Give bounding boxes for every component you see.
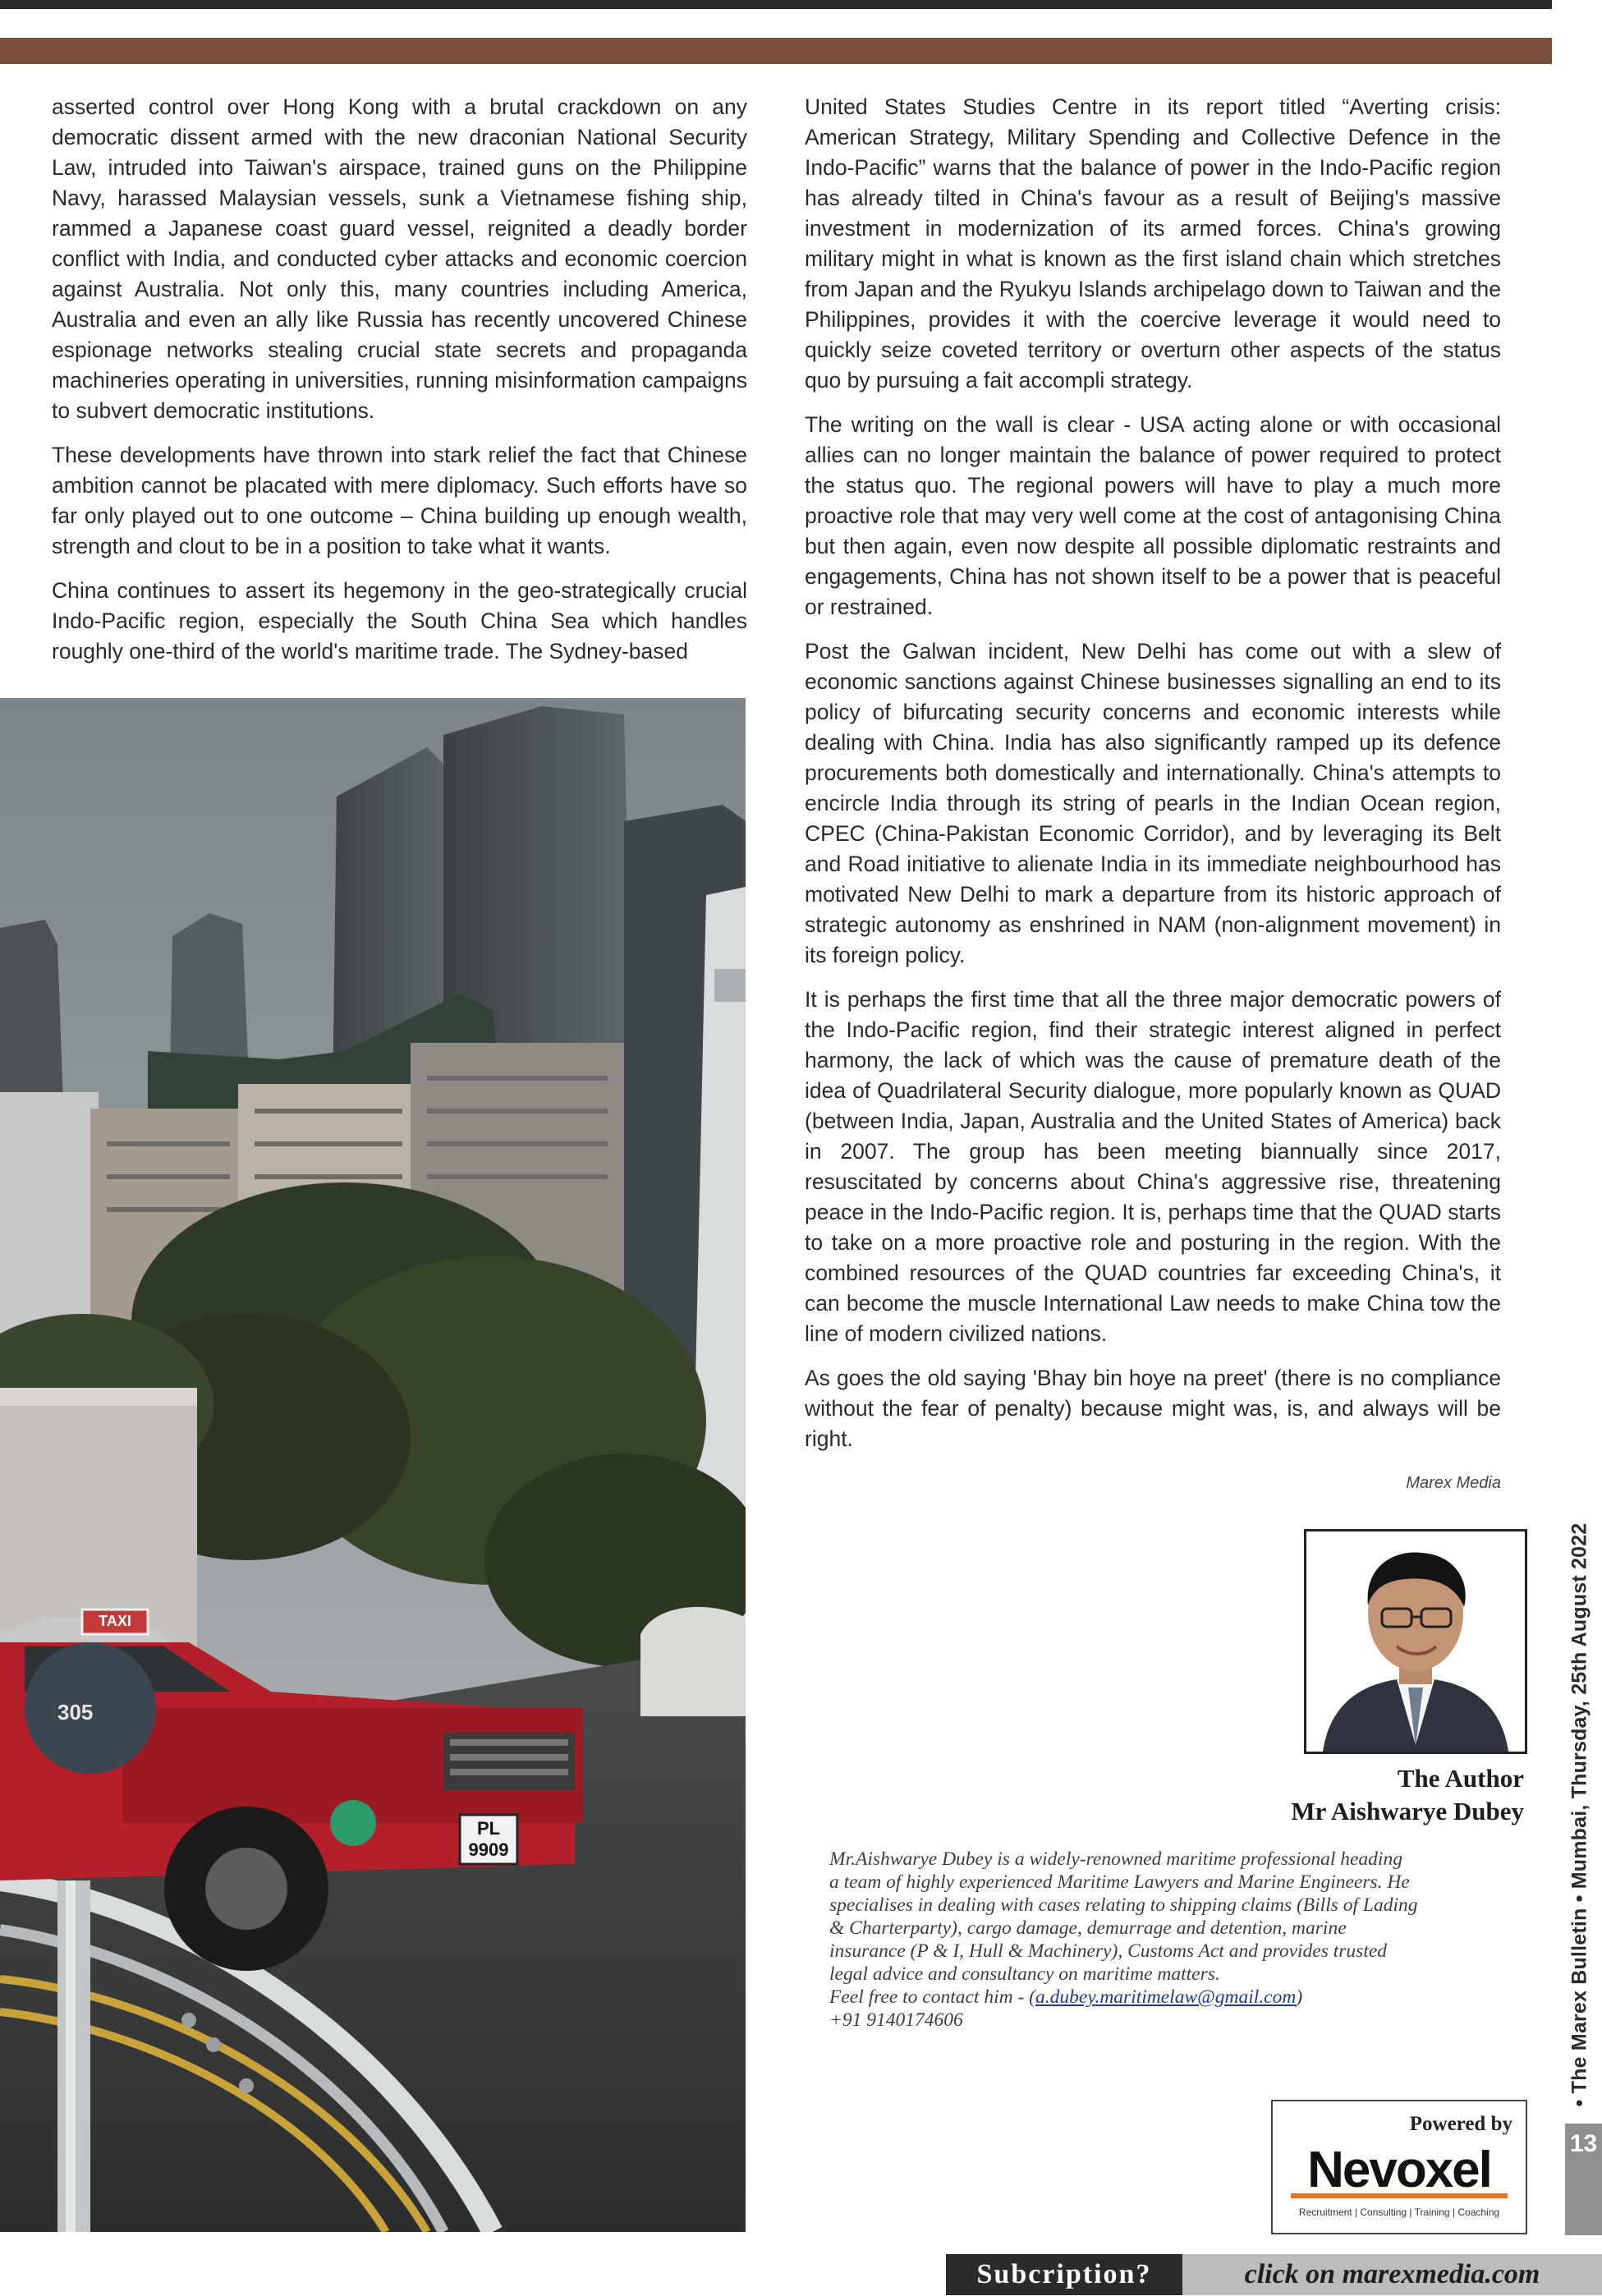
hong-kong-street-photo: [0, 698, 746, 2232]
subscription-label: Subcription?: [946, 2254, 1182, 2295]
author-phone: +91 9140174606: [829, 2009, 963, 2031]
page-number: 13: [1569, 2130, 1598, 2157]
subscription-link[interactable]: click on marexmedia.com: [1182, 2254, 1602, 2295]
sponsor-tagline: Recruitment | Consulting | Training | Coaching: [1298, 2206, 1500, 2218]
author-portrait: [1304, 1529, 1527, 1754]
nevoxel-logo: [1291, 2142, 1508, 2202]
bio-line: legal advice and consultancy on maritime matters.: [829, 1963, 1220, 1985]
bio-line: a team of highly experienced Maritime Lawyers and Marine Engineers. He: [829, 1871, 1410, 1893]
paragraph: asserted control over Hong Kong with a brutal crackdown on any democratic dissent armed with the new draconian National Security Law, intruded into Taiwan's airspace, trained guns on the Philippine Navy, harassed Malaysian vessels, sunk a Vietnamese fishing ship, rammed a Japanese coast guard vessel, reignited a deadly border conflict with India, and conducted cyber attacks and economic coercion against Australia. Not only this, many countries including America, Australia and even an ally like Russia has recently uncovered Chinese espionage networks stealing crucial state secrets and propaganda machineries operating in universities, running misinformation campaigns to subvert democratic institutions.: [52, 94, 747, 423]
sponsor-box[interactable]: [1271, 2100, 1527, 2234]
article-column-right: [805, 92, 1501, 1468]
paragraph: Post the Galwan incident, New Delhi has come out with a slew of economic sanctions against Chinese businesses signalling an end to its policy of bifurcating security concerns and economic interests while dealing with China. India has also significantly ramped up its defence procurements both domestically and internationally. China's attempts to encircle India through its string of pearls in the Indian Ocean region, CPEC (China-Pakistan Economic Corridor), and by leveraging its Belt and Road initiative to alienate India in its immediate neighbourhood has motivated New Delhi to mark a departure from its historic approach of strategic autonomy as enshrined in NAM (non-alignment movement) in its foreign policy.: [805, 639, 1501, 967]
publication-sidebar: [1565, 1522, 1595, 2107]
author-bio: [829, 1848, 1509, 2032]
author-heading: [1150, 1762, 1524, 1828]
paragraph: It is perhaps the first time that all the three major democratic powers of the Indo-Pacific region, find their strategic interest aligned in perfect harmony, the lack of which was the cause of premature death of the idea of Quadrilateral Security dialogue, more popularly known as QUAD (between India, Japan, Australia and the United States of America) back in 2007. The group has been meeting biannually since 2017, resuscitated by concerns about China's aggressive rise, threatening peace in the Indo-Pacific region. It is, perhaps time that the QUAD starts to take on a more proactive role and posturing in the region. With the combined resources of the QUAD countries far exceeding China's, it can become the muscle International Law needs to make China tow the line of modern civilized nations.: [805, 987, 1501, 1346]
bio-line: insurance (P & I, Hull & Machinery), Customs Act and provides trusted: [829, 1940, 1388, 1962]
bio-line: & Charterparty), cargo damage, demurrage and detention, marine: [829, 1917, 1347, 1939]
bio-line: specialises in dealing with cases relating to shipping claims (Bills of Lading: [829, 1894, 1418, 1916]
bio-line: Mr.Aishwarye Dubey is a widely-renowned maritime professional heading: [829, 1848, 1402, 1870]
paragraph: The writing on the wall is clear - USA acting alone or with occasional allies can no longer maintain the balance of power required to protect the status quo. The regional powers will have to play a much more proactive role that may very well come at the cost of antagonising China but then again, even now despite all possible diplomatic restraints and engagements, China has not shown itself to be a power that is peaceful or restrained.: [805, 412, 1501, 619]
contact-suffix: ): [1296, 1986, 1303, 2008]
nevoxel-logo-text: Nevoxel: [1307, 2142, 1491, 2198]
powered-by-label: Powered by: [1409, 2113, 1512, 2135]
license-plate-top: PL: [476, 1818, 501, 1839]
paragraph: United States Studies Centre in its report titled “Averting crisis: American Strategy, Military Spending and Collective Defence in the Indo-Pacific” warns that the balance of power in the Indo-Pacific region has already tilted in China's favour as a result of Beijing's massive investment in modernization of its armed forces. China's growing military might in what is known as the first island chain which stretches from Japan and the Ryukyu Islands archipelago down to Taiwan and the Philippines, provides it with the coercive leverage it would need to quickly seize coveted territory or overturn other aspects of the status quo by pursuing a fait accompli strategy.: [805, 94, 1501, 393]
publication-info: • The Marex Bulletin • Mumbai, Thursday, 25th August 2022: [1568, 1522, 1591, 2107]
article-column-left: [52, 92, 747, 681]
taxi-roof-sign: TAXI: [99, 1613, 131, 1629]
page-number-tab: [1565, 2124, 1602, 2235]
paragraph: These developments have thrown into stark relief the fact that Chinese ambition cannot be placated with mere diplomacy. Such efforts have so far only played out to one outcome – China building up enough wealth, strength and clout to be in a position to take what it wants.: [52, 443, 747, 558]
paragraph: As goes the old saying 'Bhay bin hoye na preet' (there is no compliance without the fear of penalty) because might was, is, and always will be right.: [805, 1366, 1501, 1451]
paragraph: China continues to assert its hegemony in the geo-strategically crucial Indo-Pacific region, especially the South China Sea which handles roughly one-third of the world's maritime trade. The Sydney-based: [52, 578, 747, 664]
author-label: The Author: [1397, 1764, 1524, 1793]
contact-prefix: Feel free to contact him - (: [829, 1986, 1036, 2008]
contact-line: [829, 1986, 1509, 2009]
accent-band: [0, 38, 1552, 64]
taxi-body-number: 305: [57, 1700, 94, 1724]
byline: Marex Media: [1406, 1474, 1501, 1492]
author-email-link[interactable]: a.dubey.maritimelaw@gmail.com: [1035, 1986, 1297, 2008]
author-name: Mr Aishwarye Dubey: [1291, 1797, 1524, 1825]
license-plate-bottom: 9909: [468, 1839, 509, 1860]
top-rule: [0, 0, 1552, 9]
